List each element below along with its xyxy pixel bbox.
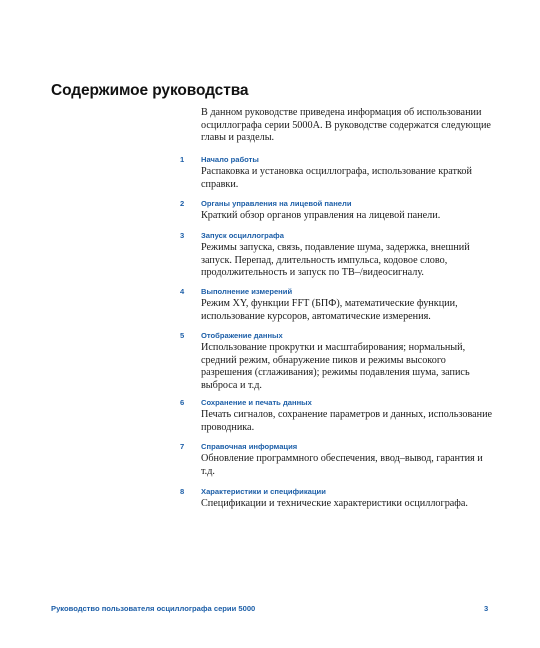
- chapter-title: Сохранение и печать данных: [201, 398, 312, 407]
- chapter-title: Органы управления на лицевой панели: [201, 199, 352, 208]
- chapter-number: 1: [180, 155, 185, 164]
- chapter-description: Краткий обзор органов управления на лицевой панели.: [201, 210, 441, 221]
- chapter-description: Распаковка и установка осциллографа, использование краткой справки.: [201, 166, 472, 190]
- page-number: 3: [484, 604, 489, 613]
- chapter-description: Режим XY, функции FFT (БПФ), математические функции, использование курсоров, автоматические измерения.: [201, 298, 458, 322]
- chapter-number: 8: [180, 487, 185, 496]
- chapter-number: 6: [180, 398, 185, 407]
- chapter-description: Режимы запуска, связь, подавление шума, задержка, внешний запуск. Перепад, длительность импульса, кодовое слово, продолжительность и запуск по ТВ–/видеосигналу.: [201, 242, 470, 279]
- chapter-number: 4: [180, 287, 185, 296]
- intro-paragraph: В данном руководстве приведена информация об использовании осциллографа серии 5000A. В руководстве содержатся следующие главы и разделы.: [201, 107, 491, 144]
- chapter-description: Обновление программного обеспечения, ввод–вывод, гарантия и т.д.: [201, 453, 483, 477]
- chapter-number: 5: [180, 331, 185, 340]
- chapter-title: Отображение данных: [201, 331, 283, 340]
- chapter-number: 3: [180, 231, 185, 240]
- chapter-number: 7: [180, 442, 185, 451]
- chapter-title: Выполнение измерений: [201, 287, 293, 296]
- chapter-title: Характеристики и спецификации: [201, 487, 326, 496]
- chapter-description: Использование прокрутки и масштабирования; нормальный, средний режим, обнаружение пиков и режимы высокого разрешения (сглаживания); режимы подавления шума, запись выброса и т.д.: [201, 342, 470, 391]
- chapter-title: Начало работы: [201, 155, 259, 164]
- footer-title: Руководство пользователя осциллографа серии 5000: [51, 604, 256, 613]
- chapter-description: Печать сигналов, сохранение параметров и данных, использование проводника.: [201, 409, 493, 433]
- chapter-description: Спецификации и технические характеристики осциллографа.: [201, 498, 468, 509]
- chapter-number: 2: [180, 199, 185, 208]
- page-title: Содержимое руководства: [51, 82, 249, 99]
- chapter-title: Справочная информация: [201, 442, 298, 451]
- chapter-title: Запуск осциллографа: [201, 231, 284, 240]
